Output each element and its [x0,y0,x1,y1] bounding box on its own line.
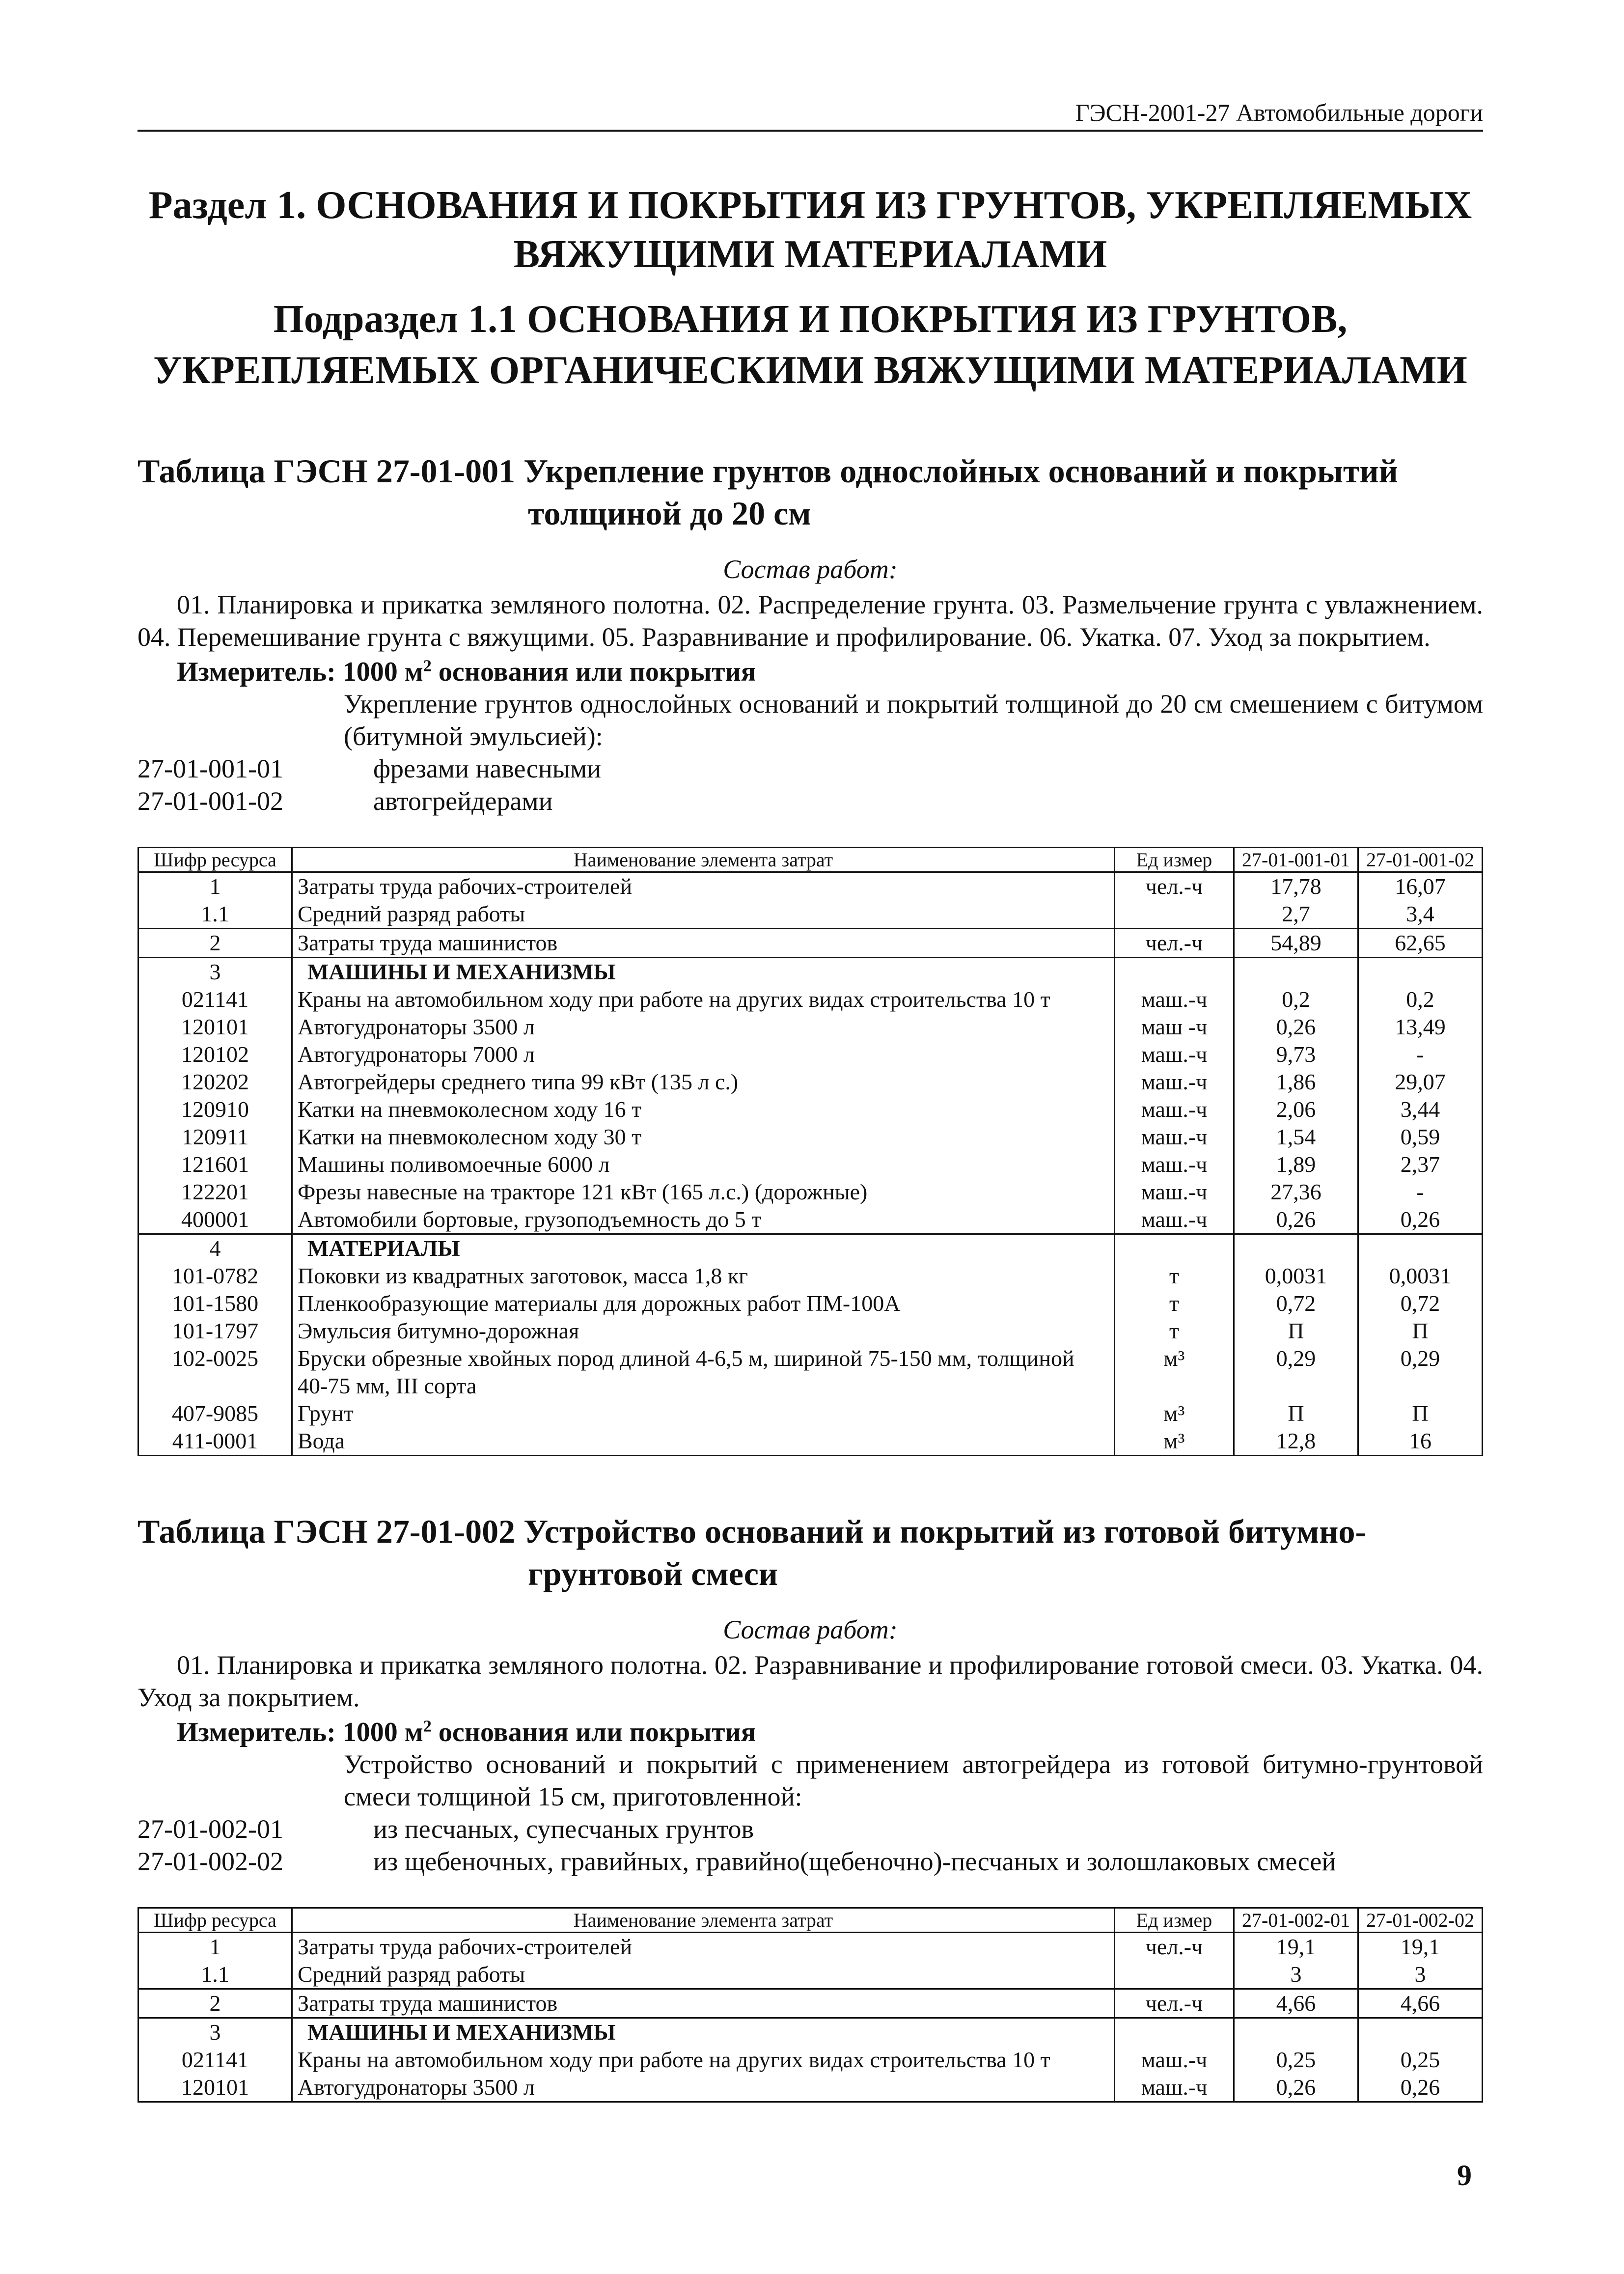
cell-unit: маш.-ч [1115,986,1234,1013]
cell-v1: 19,1 [1234,1933,1358,1961]
cell-v1: 4,66 [1234,1989,1358,2018]
table1-col-unit: Ед измер [1115,848,1234,872]
cell-code: 400001 [138,1206,292,1234]
cell-v2: 3,4 [1358,900,1483,929]
variant-text: фрезами навесными [373,754,602,783]
table-row [138,872,1483,901]
table2-measure-value-post: основания или покрытия [431,1717,756,1747]
cell-code: 4 [138,1234,292,1263]
cell-code: 3 [138,958,292,986]
variant-text: автогрейдерами [373,786,553,816]
variant-code: 27-01-001-01 [138,754,283,783]
cell-v2: 2,37 [1358,1151,1483,1178]
variant-code: 27-01-002-01 [138,1814,283,1844]
cell-code: 411-0001 [138,1427,292,1456]
cell-v2: 29,07 [1358,1068,1483,1096]
cell-v2 [1358,1234,1483,1263]
document-page [138,98,1483,2103]
table-row [138,2018,1483,2047]
cell-v1: 1,89 [1234,1151,1358,1178]
cell-v2: 16 [1358,1427,1483,1456]
table2-measure-value-pre: 1000 м [342,1717,423,1747]
table-row [138,1096,1483,1123]
table-row [138,929,1483,958]
cell-v2: - [1358,1041,1483,1068]
table1-col-name: Наименование элемента затрат [292,848,1115,872]
table-row [138,1290,1483,1317]
table-row [138,1262,1483,1290]
cell-unit: маш.-ч [1115,1151,1234,1178]
table2-header-row [138,1908,1483,1933]
table-row [138,900,1483,929]
table-row [138,1234,1483,1263]
cell-name: Краны на автомобильном ходу при работе на других видах строительства 10 т [292,2046,1115,2074]
cell-v2: 0,26 [1358,1206,1483,1234]
cell-v2: 0,0031 [1358,1262,1483,1290]
cell-name: Автогудронаторы 3500 л [292,1013,1115,1041]
cell-v2 [1358,2018,1483,2047]
cell-v2: 3 [1358,1961,1483,1989]
table-row [138,1206,1483,1234]
table-row [138,1068,1483,1096]
cell-code: 121601 [138,1151,292,1178]
cell-name: Грунт [292,1400,1115,1427]
table1-measure-value-pre: 1000 м [342,657,423,687]
table2-intro: Устройство оснований и покрытий с применением автогрейдера из готовой битумно-грунтовой смеси толщиной 15 см, приготовленной: [344,1749,1483,1811]
cell-name: МАШИНЫ И МЕХАНИЗМЫ [292,958,1115,986]
cell-code: 101-1797 [138,1317,292,1345]
cell-unit [1115,2018,1234,2047]
table2-works-heading: Состав работ: [723,1615,898,1644]
cell-name: Катки на пневмоколесном ходу 30 т [292,1123,1115,1151]
cell-name: Фрезы навесные на тракторе 121 кВт (165 л.с.) (дорожные) [292,1178,1115,1206]
table1-col-v2: 27-01-001-02 [1358,848,1483,872]
cell-v2: 0,2 [1358,986,1483,1013]
cell-unit: маш -ч [1115,1013,1234,1041]
cell-code: 1.1 [138,1961,292,1989]
cell-unit: т [1115,1290,1234,1317]
cell-unit: маш.-ч [1115,1041,1234,1068]
cell-unit: маш.-ч [1115,1123,1234,1151]
variant-text: из щебеночных, гравийных, гравийно(щебеночно)-песчаных и золошлаковых смесей [373,1847,1336,1876]
cell-v1: 12,8 [1234,1427,1358,1456]
table2-col-unit: Ед измер [1115,1908,1234,1933]
cell-v1: 2,06 [1234,1096,1358,1123]
cell-unit: маш.-ч [1115,1178,1234,1206]
cell-name: МАШИНЫ И МЕХАНИЗМЫ [292,2018,1115,2047]
cell-code: 101-1580 [138,1290,292,1317]
cell-name: Бруски обрезные хвойных пород длиной 4-6,5 м, шириной 75-150 мм, толщиной 40-75 мм, III сорта [292,1345,1115,1400]
table2-measure-label: Измеритель: [177,1717,336,1747]
cell-name: Автогрейдеры среднего типа 99 кВт (135 л с.) [292,1068,1115,1096]
cell-v1: 17,78 [1234,872,1358,901]
variant-code: 27-01-001-02 [138,786,283,816]
cell-unit: маш.-ч [1115,1206,1234,1234]
cell-code: 120202 [138,1068,292,1096]
section-title: Раздел 1. ОСНОВАНИЯ И ПОКРЫТИЯ ИЗ ГРУНТОВ, УКРЕПЛЯЕМЫХ ВЯЖУЩИМИ МАТЕРИАЛАМИ [148,184,1472,276]
cell-code: 2 [138,1989,292,2018]
cell-v2: 16,07 [1358,872,1483,901]
cell-code: 3 [138,2018,292,2047]
table2-title-line1: Таблица ГЭСН 27-01-002 Устройство оснований и покрытий из готовой битумно- [138,1513,1367,1550]
variant-text: из песчаных, супесчаных грунтов [373,1814,754,1844]
table1-col-v1: 27-01-001-01 [1234,848,1358,872]
table-row [138,1427,1483,1456]
table1-resources [138,847,1483,1456]
cell-unit [1115,958,1234,986]
table1-measure-sup: 2 [423,657,432,675]
table2-measure [177,1717,1483,1748]
cell-v1: 54,89 [1234,929,1358,958]
cell-name: Затраты труда рабочих-строителей [292,1933,1115,1961]
cell-name: Затраты труда машинистов [292,1989,1115,2018]
table2-variants [138,1813,1483,1878]
cell-unit: т [1115,1317,1234,1345]
cell-code: 1 [138,1933,292,1961]
cell-v2: 13,49 [1358,1013,1483,1041]
subsection-title: Подраздел 1.1 ОСНОВАНИЯ И ПОКРЫТИЯ ИЗ ГРУНТОВ, УКРЕПЛЯЕМЫХ ОРГАНИЧЕСКИМИ ВЯЖУЩИМИ МАТЕРИАЛАМИ [153,298,1467,392]
cell-name: МАТЕРИАЛЫ [292,1234,1115,1263]
cell-v2: 3,44 [1358,1096,1483,1123]
cell-code: 120911 [138,1123,292,1151]
cell-code: 120910 [138,1096,292,1123]
cell-v1: 1,54 [1234,1123,1358,1151]
cell-unit: т [1115,1262,1234,1290]
cell-unit: м³ [1115,1427,1234,1456]
cell-v1: 0,25 [1234,2046,1358,2074]
cell-unit: маш.-ч [1115,2074,1234,2102]
table-row [138,1989,1483,2018]
cell-code: 120102 [138,1041,292,1068]
table-row [138,1178,1483,1206]
page-number: 9 [1457,2159,1472,2191]
cell-v2: - [1358,1178,1483,1206]
cell-v1: 0,26 [1234,1206,1358,1234]
table-row [138,1961,1483,1989]
table1-variants [138,752,1483,817]
table2-col-name: Наименование элемента затрат [292,1908,1115,1933]
table2-col-v1: 27-01-002-01 [1234,1908,1358,1933]
cell-v1 [1234,958,1358,986]
table2-col-v2: 27-01-002-02 [1358,1908,1483,1933]
cell-v1: 2,7 [1234,900,1358,929]
table1-title-line2: толщиной до 20 см [528,495,811,532]
cell-name: Средний разряд работы [292,1961,1115,1989]
table-row [138,986,1483,1013]
cell-name: Катки на пневмоколесном ходу 16 т [292,1096,1115,1123]
table-row [138,2046,1483,2074]
table2-measure-value [343,1717,756,1747]
cell-v1 [1234,1234,1358,1263]
cell-unit: маш.-ч [1115,1096,1234,1123]
variant-row [138,1845,1483,1878]
cell-name: Автогудронаторы 7000 л [292,1041,1115,1068]
table1-col-code: Шифр ресурса [138,848,292,872]
table2-works-text: 01. Планировка и прикатка земляного полотна. 02. Разравнивание и профилирование готовой смеси. 03. Укатка. 04. Уход за покрытием. [138,1650,1483,1712]
table-row [138,1013,1483,1041]
table-row [138,958,1483,986]
table-row [138,1151,1483,1178]
cell-code: 2 [138,929,292,958]
cell-unit: чел.-ч [1115,929,1234,958]
table2-measure-sup: 2 [423,1717,432,1736]
cell-name: Затраты труда машинистов [292,929,1115,958]
cell-unit: чел.-ч [1115,1933,1234,1961]
cell-v1: 0,29 [1234,1345,1358,1400]
table-row [138,2074,1483,2102]
table2-col-code: Шифр ресурса [138,1908,292,1933]
table1-measure-label: Измеритель: [177,657,336,687]
variant-code: 27-01-002-02 [138,1847,283,1876]
table-row [138,1317,1483,1345]
cell-v2: П [1358,1317,1483,1345]
cell-v1 [1234,2018,1358,2047]
cell-code: 021141 [138,2046,292,2074]
cell-name: Поковки из квадратных заготовок, масса 1,8 кг [292,1262,1115,1290]
cell-v2: 0,59 [1358,1123,1483,1151]
cell-v2: 62,65 [1358,929,1483,958]
cell-code: 407-9085 [138,1400,292,1427]
running-header-text: ГЭСН-2001-27 Автомобильные дороги [1075,99,1483,126]
cell-name: Автомобили бортовые, грузоподъемность до 5 т [292,1206,1115,1234]
table1-header-row [138,848,1483,872]
cell-unit: маш.-ч [1115,2046,1234,2074]
table2-title [138,1510,1483,1595]
cell-unit: маш.-ч [1115,1068,1234,1096]
cell-code: 021141 [138,986,292,1013]
running-header [138,98,1483,132]
cell-code: 1 [138,872,292,901]
cell-name: Автогудронаторы 3500 л [292,2074,1115,2102]
cell-code: 120101 [138,2074,292,2102]
cell-v1: П [1234,1400,1358,1427]
cell-v2: 0,29 [1358,1345,1483,1400]
table-row [138,1041,1483,1068]
cell-v2: 0,25 [1358,2046,1483,2074]
cell-unit: м³ [1115,1400,1234,1427]
cell-v2: 4,66 [1358,1989,1483,2018]
cell-unit [1115,1961,1234,1989]
table1-intro: Укрепление грунтов однослойных оснований и покрытий толщиной до 20 см смешением с битумом (битумной эмульсией): [344,689,1483,751]
cell-v1: 0,26 [1234,2074,1358,2102]
table1-works-heading: Состав работ: [723,555,898,584]
cell-name: Вода [292,1427,1115,1456]
table1-measure [177,656,1483,688]
cell-unit [1115,1234,1234,1263]
cell-v1: 0,72 [1234,1290,1358,1317]
cell-code: 120101 [138,1013,292,1041]
cell-code: 1.1 [138,900,292,929]
cell-unit: чел.-ч [1115,1989,1234,2018]
table1-title-line1: Таблица ГЭСН 27-01-001 Укрепление грунтов однослойных оснований и покрытий [138,452,1398,490]
cell-v1: 0,2 [1234,986,1358,1013]
table1-measure-value-post: основания или покрытия [431,657,756,687]
cell-v2: П [1358,1400,1483,1427]
cell-v1: 9,73 [1234,1041,1358,1068]
cell-v1: 1,86 [1234,1068,1358,1096]
table1-title [138,450,1483,534]
cell-v1: 0,0031 [1234,1262,1358,1290]
table2-resources [138,1907,1483,2103]
cell-code: 101-0782 [138,1262,292,1290]
variant-row [138,785,1483,817]
variant-row [138,1813,1483,1845]
variant-row [138,752,1483,785]
table-row [138,1933,1483,1961]
cell-v1: 0,26 [1234,1013,1358,1041]
table-row [138,1345,1483,1400]
cell-code: 102-0025 [138,1345,292,1400]
table1-works-text: 01. Планировка и прикатка земляного полотна. 02. Распределение грунта. 03. Размельчение грунта с увлажнением. 04. Перемешивание грунта с вяжущими. 05. Разравнивание и профилирование. 06. Укатка. 07. Уход за покрытием. [138,590,1483,652]
cell-code: 122201 [138,1178,292,1206]
table-row [138,1123,1483,1151]
cell-v2: 0,26 [1358,2074,1483,2102]
cell-v2 [1358,958,1483,986]
cell-v2: 0,72 [1358,1290,1483,1317]
cell-v1: 27,36 [1234,1178,1358,1206]
cell-v2: 19,1 [1358,1933,1483,1961]
table2-title-line2: грунтовой смеси [528,1555,778,1592]
cell-unit: м³ [1115,1345,1234,1400]
cell-v1: П [1234,1317,1358,1345]
cell-name: Затраты труда рабочих-строителей [292,872,1115,901]
cell-name: Машины поливомоечные 6000 л [292,1151,1115,1178]
table1-measure-value [343,657,756,687]
cell-name: Эмульсия битумно-дорожная [292,1317,1115,1345]
cell-name: Средний разряд работы [292,900,1115,929]
cell-name: Краны на автомобильном ходу при работе на других видах строительства 10 т [292,986,1115,1013]
cell-unit [1115,900,1234,929]
cell-unit: чел.-ч [1115,872,1234,901]
cell-name: Пленкообразующие материалы для дорожных работ ПМ-100А [292,1290,1115,1317]
table-row [138,1400,1483,1427]
cell-v1: 3 [1234,1961,1358,1989]
